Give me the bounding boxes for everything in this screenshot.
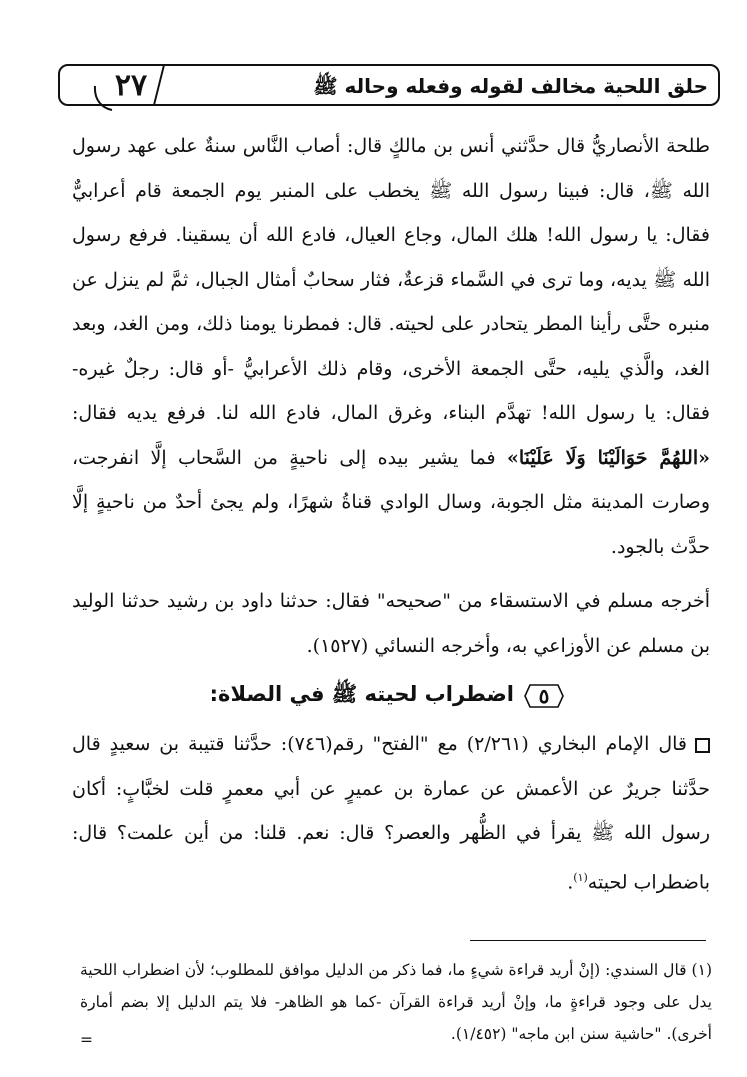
page-number: ٢٧ <box>114 68 148 103</box>
footnote-text: (١) قال السندي: (إنْ أريد قراءة شيءٍ ما، فما ذكر من الدليل موافق للمطلوب؛ لأن اضطراب اللحية يدل على وجود قراءةٍ ما، وإنْ أريد قراءة القرآن -كما هو الظاهر- فلا يتم الدليل إلا بضم أمارة أخرى). "حاشية سنن ابن ماجه" (١/٤٥٢). <box>80 961 712 1043</box>
footnote-marker: (١) <box>573 870 588 884</box>
hadith-quote: «اللهُمَّ حَوَالَيْنَا وَلَا عَلَيْنَا» <box>506 446 711 469</box>
paragraph-hadith <box>72 124 710 569</box>
paragraph-takhrij: أخرجه مسلم في الاستسقاء من "صحيحه" فقال: حدثنا داود بن رشيد حدثنا الوليد بن مسلم عن الأوزاعي به، وأخرجه النسائي (١٥٢٧). <box>72 590 710 657</box>
footnote-continuation-mark: = <box>80 1031 93 1049</box>
hadith-text: طلحة الأنصاريُّ قال حدَّثني أنس بن مالكٍ قال: أصاب النَّاس سنةٌ على عهد رسول الله ﷺ، قال: فبينا رسول الله ﷺ يخطب على المنبر يوم الجمعة قام أعرابيٌّ فقال: يا رسول الله! هلك المال، وجاع العيال، فادع الله أن يسقينا. فرفع رسول الله ﷺ يديه، وما ترى في السَّماء قزعةٌ، فثار سحابٌ أمثال الجبال، ثمَّ لم ينزل عن منبره حتَّى رأينا المطر يتحادر على لحيته. قال: فمطرنا يومنا ذلك، ومن الغد، وبعد الغد، والَّذي يليه، حتَّى الجمعة الأخرى، وقام ذلك الأعرابيُّ -أو قال: رجلٌ غيره- فقال: يا رسول الله! تهدَّم البناء، وغرق المال، فادع الله لنا. فرفع يديه فقال: <box>72 135 710 424</box>
section-number: ٥ <box>538 684 550 708</box>
checkbox-icon <box>695 738 710 753</box>
bukhari-text: قال الإمام البخاري (٢/٢٦١) مع "الفتح" رقم(٧٤٦): حدَّثنا قتيبة بن سعيدٍ قال حدَّثنا جريرٌ عن الأعمش عن عمارة بن عميرٍ عن أبي معمرٍ قلت لخبَّابٍ: أكان رسول الله ﷺ يقرأ في الظُّهر والعصر؟ قال: نعم. قلنا: من أين علمت؟ قال: باضطراب لحيته <box>72 733 710 893</box>
footnote-rule <box>470 940 706 941</box>
section-heading <box>72 672 710 720</box>
running-title: حلق اللحية مخالف لقوله وفعله وحاله ﷺ <box>313 74 708 98</box>
section-title: اضطراب لحيته ﷺ في الصلاة: <box>209 681 514 706</box>
section-badge <box>524 682 564 710</box>
paragraph-bukhari: قال الإمام البخاري (٢/٢٦١) مع "الفتح" رقم(٧٤٦): حدَّثنا قتيبة بن سعيدٍ قال حدَّثنا جريرٌ عن الأعمش عن عمارة بن عميرٍ عن أبي معمرٍ قلت لخبَّابٍ: أكان رسول الله ﷺ يقرأ في الظُّهر والعصر؟ قال: نعم. قلنا: من أين علمت؟ قال: باضطراب لحيته$^{(١)}$. <box>72 733 710 893</box>
body-text <box>72 124 710 904</box>
hadith-text-end: فما يشير بيده إلى ناحيةٍ من السَّحاب إلَّا انفرجت، وصارت المدينة مثل الجوبة، وسال الوادي قناةُ شهرًا، ولم يجئ أحدٌ من ناحيةٍ إلَّا حدَّث بالجود. <box>72 446 710 558</box>
